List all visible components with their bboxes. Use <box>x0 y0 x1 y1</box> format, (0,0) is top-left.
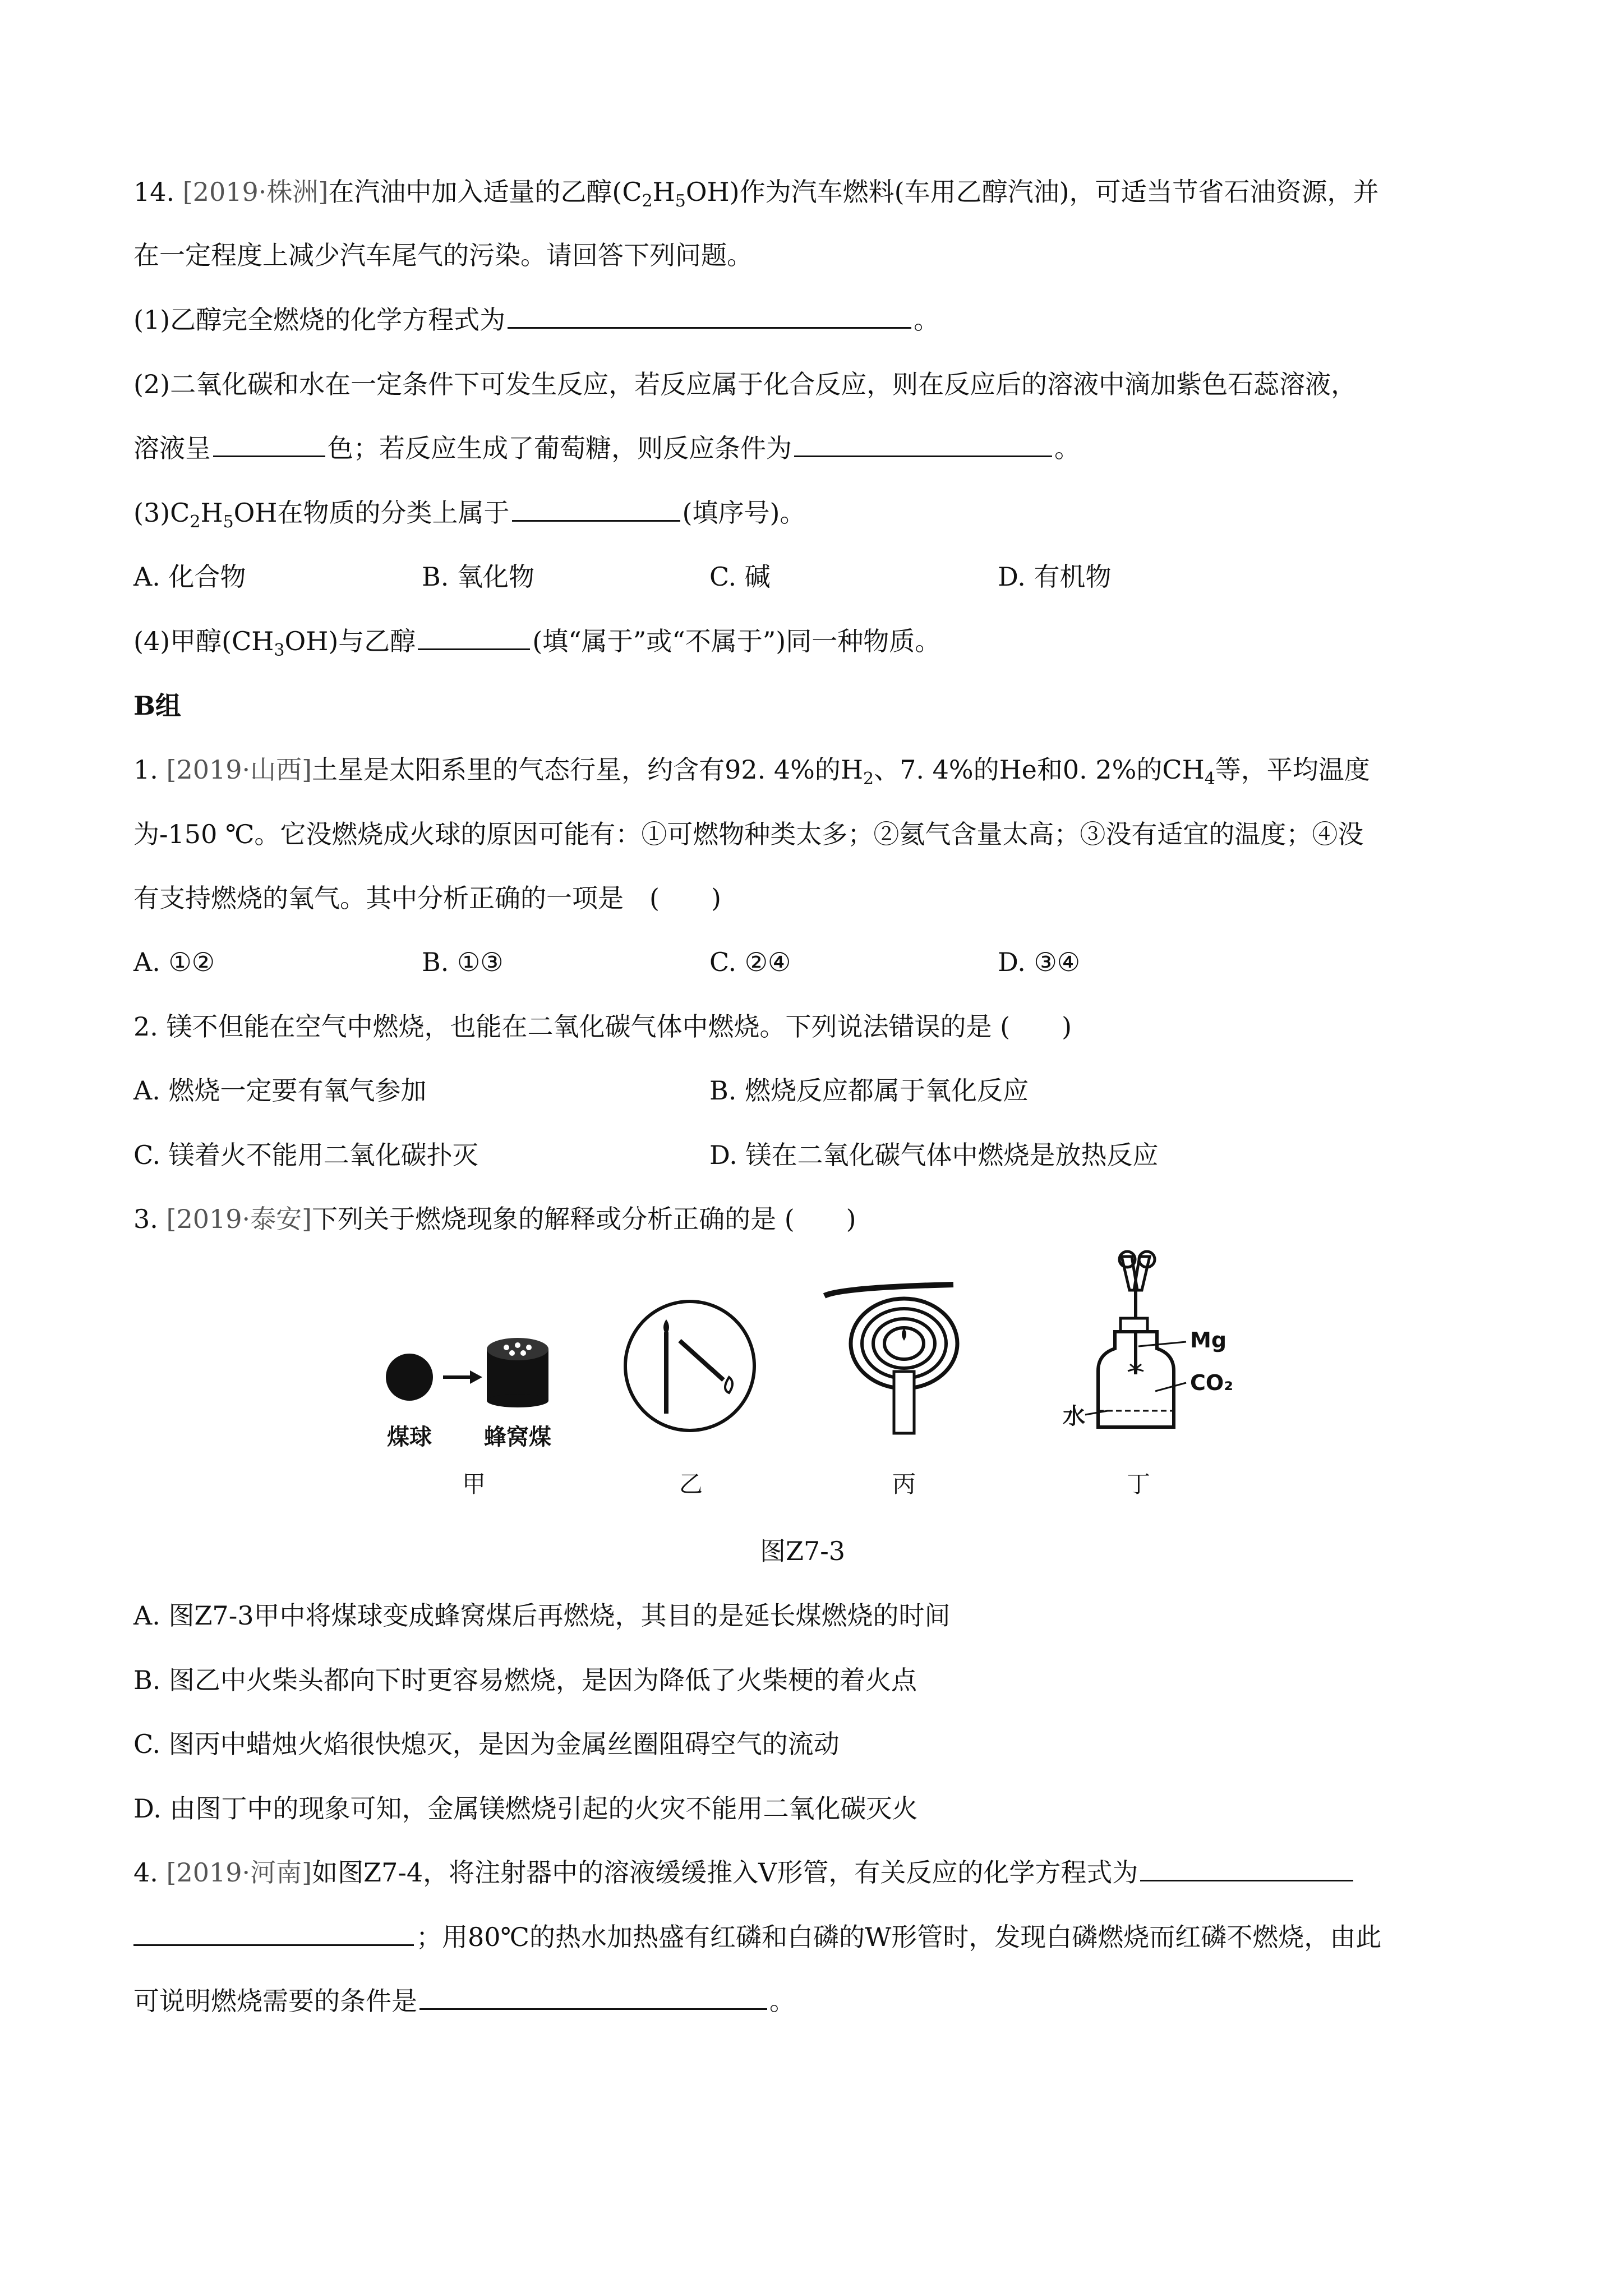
b2-option-b[interactable]: B. 燃烧反应都属于氧化反应 <box>709 1075 1029 1106</box>
b2-stem: 2. 镁不但能在空气中燃烧，也能在二氧化碳气体中燃烧。下列说法错误的是 ( ) <box>133 1011 1072 1042</box>
b3-source: [2019·泰安] <box>166 1204 312 1234</box>
q14-option-a[interactable]: A. 化合物 <box>133 562 246 592</box>
b1-line1: 1. [2019·山西]土星是太阳系里的气态行星，约含有92. 4%的$H_2$、7. 4%的He和0. 2%的$CH_4$等，平均温度 <box>133 754 1370 789</box>
q14-part2-line1: (2)二氧化碳和水在一定条件下可发生反应，若反应属于化合反应，则在反应后的溶液中滴加紫色石蕊溶液， <box>133 369 1357 399</box>
b4-answer-blank-1b[interactable] <box>133 1921 414 1946</box>
b2-option-c[interactable]: C. 镁着火不能用二氧化碳扑灭 <box>133 1140 478 1170</box>
matches-icon <box>625 1301 754 1430</box>
q14-part4: (4)甲醇$(CH_3OH)$与乙醇 (填“属于”或“不属于”)同一种物质。 <box>133 626 941 661</box>
q14-source: [2019·株洲] <box>182 177 329 207</box>
b1-option-c[interactable]: C. ②④ <box>709 947 791 977</box>
q14-part1: (1)乙醇完全燃烧的化学方程式为 。 <box>133 305 940 335</box>
b2-option-a[interactable]: A. 燃烧一定要有氧气参加 <box>133 1075 427 1106</box>
panel-label-bing: 丙 <box>892 1470 916 1498</box>
candle-coil-icon <box>824 1285 957 1433</box>
figure-label-honeycomb: 蜂窝煤 <box>484 1424 551 1450</box>
b4-answer-blank-2[interactable] <box>419 1985 767 2010</box>
figure-label-co2: CO₂ <box>1190 1370 1233 1395</box>
arrow-icon <box>443 1370 482 1384</box>
b4-source: [2019·河南] <box>166 1857 312 1888</box>
q14-part2-line2: 溶液呈 色；若反应生成了葡萄糖，则反应条件为 。 <box>133 433 1080 463</box>
b4-line1: 4. [2019·河南]如图Z7-4，将注射器中的溶液缓缓推入V形管，有关反应的化学方程式为 <box>133 1856 1355 1889</box>
figure-label-water: 水 <box>1063 1404 1085 1429</box>
q14-line1: 14. [2019·株洲]在汽油中加入适量的乙醇$(C_2H_5OH)$作为汽车燃料(车用乙醇汽油)，可适当节省石油资源，并 <box>133 177 1379 211</box>
panel-label-ding: 丁 <box>1126 1470 1151 1498</box>
b3-option-d[interactable]: D. 由图丁中的现象可知，金属镁燃烧引起的火灾不能用二氧化碳灭火 <box>133 1793 918 1824</box>
b3-option-c[interactable]: C. 图丙中蜡烛火焰很快熄灭，是因为金属丝圈阻碍空气的流动 <box>133 1729 840 1759</box>
b4-line2: ；用80℃的热水加热盛有红磷和白磷的W形管时，发现白磷燃烧而红磷不燃烧，由此 <box>133 1920 1381 1954</box>
b1-line2: 为-150 ℃。它没燃烧成火球的原因可能有：①可燃物种类太多；②氦气含量太高；③没有适宜的温度；④没 <box>133 819 1364 849</box>
b3-line1: 3. [2019·泰安]下列关于燃烧现象的解释或分析正确的是 ( ) <box>133 1204 856 1234</box>
q14-option-d[interactable]: D. 有机物 <box>998 562 1112 592</box>
figure-label-coal-ball: 煤球 <box>387 1424 432 1450</box>
q14-part3: $(3)C_2H_5OH$在物质的分类上属于 (填序号)。 <box>133 498 806 532</box>
mg-bottle-icon <box>1085 1251 1186 1427</box>
b2-option-d[interactable]: D. 镁在二氧化碳气体中燃烧是放热反应 <box>709 1140 1159 1170</box>
b1-option-d[interactable]: D. ③④ <box>998 947 1080 977</box>
b1-source: [2019·山西] <box>166 754 312 785</box>
panel-label-jia: 甲 <box>462 1470 486 1498</box>
group-b-heading: B组 <box>133 691 181 721</box>
figure-label-mg: Mg <box>1190 1328 1227 1352</box>
q14-option-b[interactable]: B. 氧化物 <box>422 562 535 592</box>
coal-ball-icon <box>386 1354 433 1401</box>
b4-line3: 可说明燃烧需要的条件是 。 <box>133 1986 795 2016</box>
b1-option-a[interactable]: A. ①② <box>133 947 215 977</box>
b1-line3: 有支持燃烧的氧气。其中分析正确的一项是 ( ) <box>133 883 721 913</box>
q14-option-c[interactable]: C. 碱 <box>709 562 771 592</box>
figure-caption: 图Z7-3 <box>760 1536 846 1566</box>
q14-line2: 在一定程度上减少汽车尾气的污染。请回答下列问题。 <box>133 240 753 270</box>
b3-option-b[interactable]: B. 图乙中火柴头都向下时更容易燃烧，是因为降低了火柴梗的着火点 <box>133 1665 917 1695</box>
b1-option-b[interactable]: B. ①③ <box>422 947 504 977</box>
b3-option-a[interactable]: A. 图Z7-3甲中将煤球变成蜂窝煤后再燃烧，其目的是延长煤燃烧的时间 <box>133 1600 951 1631</box>
b4-answer-blank-1a[interactable] <box>1140 1856 1353 1881</box>
honeycomb-coal-icon <box>487 1338 548 1407</box>
panel-label-yi: 乙 <box>679 1470 703 1498</box>
